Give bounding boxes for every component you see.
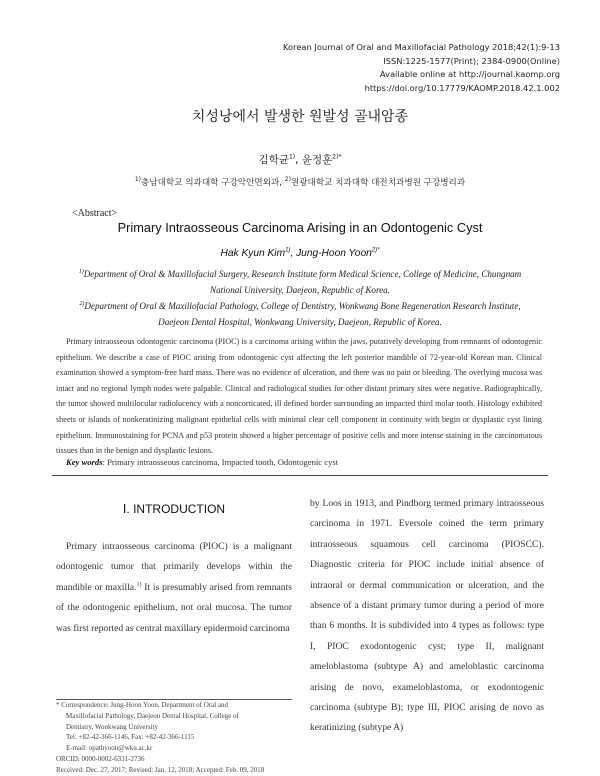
dates-line: Received: Dec. 27, 2017; Revised: Jan. 12, 2018; Accepted: Feb. 09, 2018 <box>56 765 265 774</box>
section-heading-introduction: Ⅰ. INTRODUCTION <box>122 502 226 516</box>
korean-author-2: 윤정훈 <box>301 154 333 166</box>
korean-affil-1: 충남대학교 의과대학 구강악안면외과, <box>141 178 285 188</box>
english-author-1: Hak Kyun Kim <box>220 248 286 259</box>
korean-author-2-sup: 2)* <box>332 153 342 161</box>
keywords-colon: : <box>102 457 108 467</box>
english-affil-2-text: Department of Oral & Maxillofacial Pathology, College of Dentistry, Wonkwang Bone Regeneration Research Institute, Daejeon Dental Hospital, Wonkwang University, Daejeon, Republic of Korea. <box>84 301 521 327</box>
korean-authors <box>0 152 600 167</box>
korean-author-separator: , <box>295 154 302 166</box>
english-author-1-sup: 1) <box>285 247 291 254</box>
journal-header <box>283 41 560 95</box>
orcid-line: ORCID: 0000-0002-6331-2736 <box>56 754 145 763</box>
issn-line: ISSN:1225-1577(Print); 2384-0900(Online) <box>383 55 560 66</box>
korean-author-1: 김학균 <box>258 154 289 166</box>
english-author-2: Jung-Hoon Yoon <box>296 248 372 259</box>
english-affil-2-sup: 2) <box>79 300 85 307</box>
abstract-tag: <Abstract> <box>72 208 118 219</box>
korean-title: 치성낭에서 발생한 원발성 골내암종 <box>191 109 409 125</box>
english-affil-1-sup: 1) <box>78 268 84 275</box>
correspondence-line-3: Dentistry, Wonkwang University <box>66 722 158 731</box>
keywords-label: Key words <box>66 457 103 467</box>
email-line[interactable]: E-mail: opathyoon@wku.ac.kr <box>66 744 153 753</box>
korean-author-1-sup: 1) <box>288 153 296 161</box>
english-affil-1-text: Department of Oral & Maxillofacial Surgery, Research Institute form Medical Science, College of Medicine, Chungnam National University, Daejeon, Republic of Korea. <box>83 269 522 295</box>
keywords-text: Primary intraosseous carcinoma, Impacted tooth, Odontogenic cyst <box>107 457 339 467</box>
korean-affil-1-sup: 1) <box>134 176 141 184</box>
abstract-divider <box>52 475 548 476</box>
intro-right-column: by Loos in 1913, and Pindborg termed primary intraosseous carcinoma in 1971. Eversole coined the term primary intraosseous squamous cell carcinoma (PIOSCC). Diagnostic criteria for PIOC include initial absence of intraoral or dermal communication or ulceration, and the absence of a distant primary tumor during a period of more than 6 months. It is subdivided into 4 types as follows: type I, PIOC exodontogenic cyst; type II, malignant ameloblastoma (subtype A) and ameloblastic carcinoma arising de novo, exameloblastoma, or exodontogenic carcinoma (subtype B); type III, PIOC arising de novo as keratinizing (subtype A) <box>310 498 544 734</box>
english-authors <box>0 248 600 259</box>
korean-affil-2: 원광대학교 치과대학 대전치과병원 구강병리과 <box>290 178 466 188</box>
intro-left-text-1: Primary intraosseous carcinoma (PIOC) is a malignant odontogenic tumor that primarily develops within the mandible or maxilla. <box>56 541 292 593</box>
correspondence-footnote <box>56 700 292 776</box>
english-affiliation-1 <box>74 267 526 298</box>
korean-affiliations <box>0 176 600 188</box>
keywords-line <box>66 457 338 467</box>
intro-citation-sup: 1) <box>136 581 142 588</box>
korean-affil-2-sup: 2) <box>284 176 291 184</box>
phone-fax-line: Tel: +82-42-366-1146, Fax: +82-42-366-1115 <box>66 733 195 742</box>
abstract-body: Primary intraosseous odontogenic carcinoma (PIOC) is a carcinoma arising within the jaws, putatively developing from remnants of odontogenic epithelium. We describe a case of PIOC arising from odontogenic cyst affecting the left posterior mandible of 72-year-old Korean man. Clinical examination showed a symptom-free hard mass. There was no evidence of ulceration, and there was no pain or bleeding. The overlying mucosa was intact and no regional lymph nodes were palpable. Clinical and radiological studies for other distant primary sites were negative. Radiographically, the tumor showed multilocular radiolucency with a noncorticated, ill defined border surrounding an impacted third molar tooth. Histology exhibited sheets or islands of nonkeratinizing malignant epithelial cells with minimal clear cell component in continuity with begin or dysplastic cyst lining epithelium. Immunostaining for PCNA and p53 protein showed a higher percentage of positive cells and more intense staining in the carcinomatous tissues than in the benign and dysplastic lesions. <box>56 337 542 456</box>
doi-link[interactable]: https://doi.org/10.17779/KAOMP.2018.42.1.002 <box>364 82 560 93</box>
english-author-separator: , <box>290 248 297 259</box>
available-online-line: Available online at http://journal.kaomp.org <box>379 69 560 79</box>
correspondence-line: * Correspondence: Jung-Hoon Yoon, Department of Oral and <box>56 701 229 709</box>
english-affiliation-2 <box>74 299 526 330</box>
correspondence-line-2: Maxillofacial Pathology, Daejeon Dental Hospital, College of <box>66 711 239 720</box>
english-author-2-sup: 2)* <box>371 247 380 254</box>
intro-left-text-2: It is presumably arised from remnants of the odontogenic epithelium, not oral mucosa. The tumor was first reported as central maxillary epidermoid carcinoma <box>56 581 292 634</box>
journal-citation: Korean Journal of Oral and Maxillofacial Pathology 2018;42(1):9-13 <box>283 42 560 52</box>
intro-left-column <box>56 537 292 639</box>
english-title: Primary Intraosseous Carcinoma Arising in an Odontogenic Cyst <box>117 220 483 235</box>
